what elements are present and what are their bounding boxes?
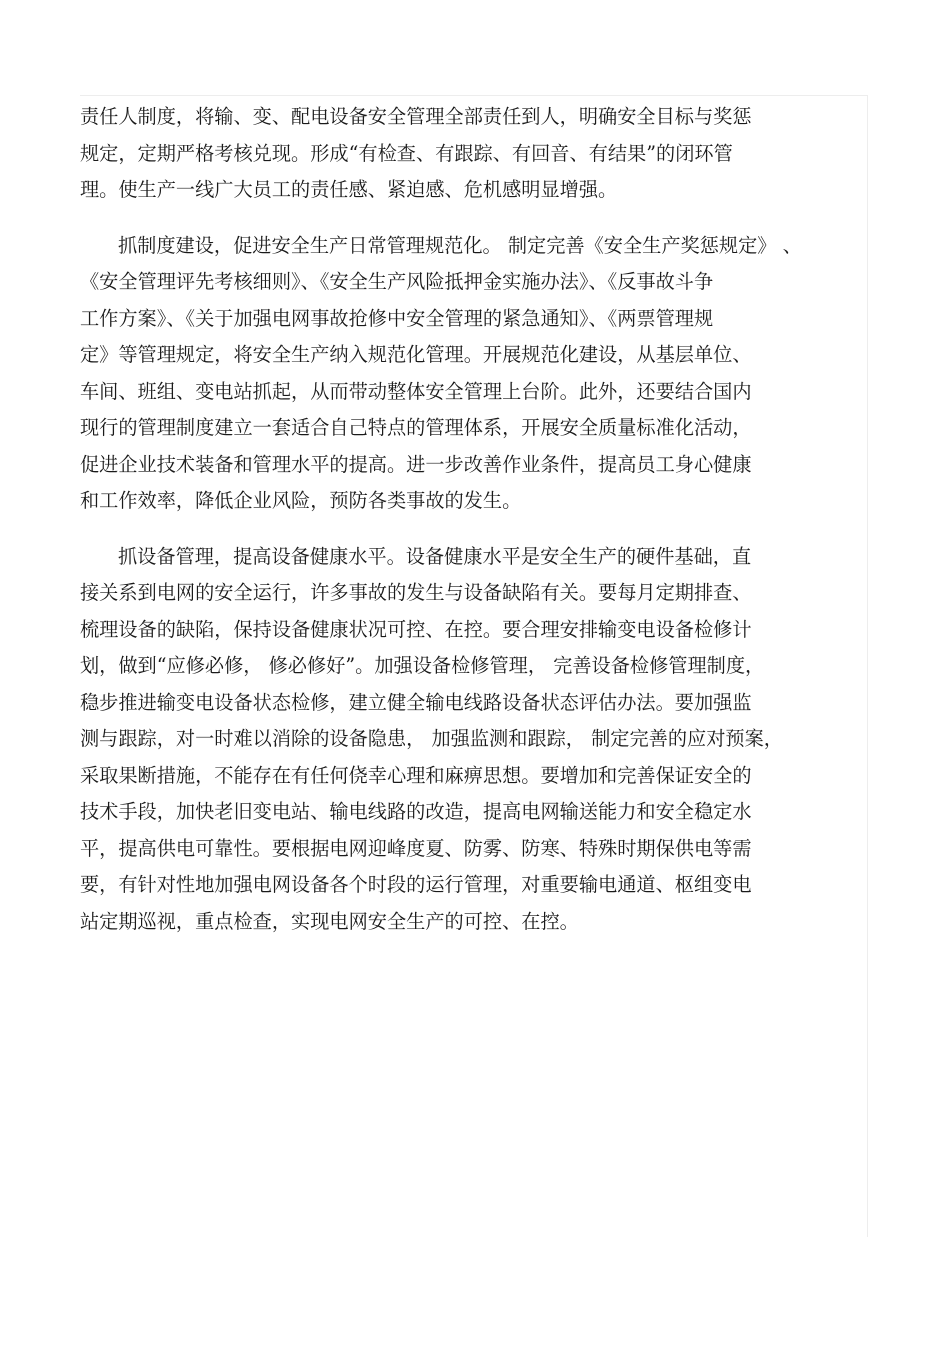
text-line: 接关系到电网的安全运行，许多事故的发生与设备缺陷有关。要每月定期排查、 (80, 581, 752, 604)
text-line: 和工作效率，降低企业风险，预防各类事故的发生。 (80, 489, 522, 512)
text-line: 现行的管理制度建立一套适合自己特点的管理体系，开展安全质量标准化活动， (80, 416, 752, 439)
text-line: 车间、班组、变电站抓起，从而带动整体安全管理上台阶。此外，还要结合国内 (80, 379, 752, 403)
text-line: 要，有针对性地加强电网设备各个时段的运行管理，对重要输电通道、枢组变电 (80, 873, 752, 896)
text-line: 促进企业技术装备和管理水平的提高。进一步改善作业条件，提高员工身心健康 (80, 452, 752, 476)
text-line: 测与跟踪，对一时难以消除的设备隐患， 加强监测和跟踪， 制定完善的应对预案， (80, 727, 783, 750)
text-line: 理。使生产一线广大员工的责任感、紧迫感、危机感明显增强。 (80, 178, 618, 201)
text-line: 定》等管理规定，将安全生产纳入规范化管理。开展规范化建设，从基层单位、 (80, 343, 752, 366)
text-line: 梳理设备的缺陷，保持设备健康状况可控、在控。要合理安排输变电设备检修计 (80, 617, 752, 641)
text-line: 《安全管理评先考核细则》、《安全生产风险抵押金实施办法》、《反事故斗争 (80, 270, 714, 293)
paragraph-p1 (80, 99, 870, 209)
text-line: 规定，定期严格考核兑现。形成“有检查、有跟踪、有回音、有结果”的闭环管 (80, 141, 733, 165)
text-line: 划，做到“应修必修， 修必修好”。加强设备检修管理， 完善设备检修管理制度， (80, 654, 765, 677)
document-body (80, 99, 870, 940)
text-line: 技术手段，加快老旧变电站、输电线路的改造，提高电网输送能力和安全稳定水 (80, 800, 752, 823)
text-line: 站定期巡视，重点检查，实现电网安全生产的可控、在控。 (80, 909, 579, 933)
paragraph-gap (80, 209, 870, 228)
text-line: 工作方案》、《关于加强电网事故抢修中安全管理的紧急通知》、《两票管理规 (80, 306, 714, 330)
text-line: 抓制度建设，促进安全生产日常管理规范化。 制定完善《安全生产奖惩规定》 、 (118, 233, 802, 257)
text-line: 采取果断措施，不能存在有任何侥幸心理和麻痹思想。要增加和完善保证安全的 (80, 763, 752, 787)
text-line: 稳步推进输变电设备状态检修，建立健全输电线路设备状态评估办法。要加强监 (80, 690, 752, 714)
text-line: 抓设备管理，提高设备健康水平。设备健康水平是安全生产的硬件基础，直 (118, 544, 752, 568)
text-line: 责任人制度，将输、变、配电设备安全管理全部责任到人，明确安全目标与奖惩 (80, 105, 752, 128)
text-line: 平，提高供电可靠性。要根据电网迎峰度夏、防雾、防寒、特殊时期保供电等需 (80, 836, 752, 860)
paragraph-p3 (80, 539, 870, 941)
paragraph-gap (80, 520, 870, 539)
paragraph-p2 (80, 228, 870, 520)
